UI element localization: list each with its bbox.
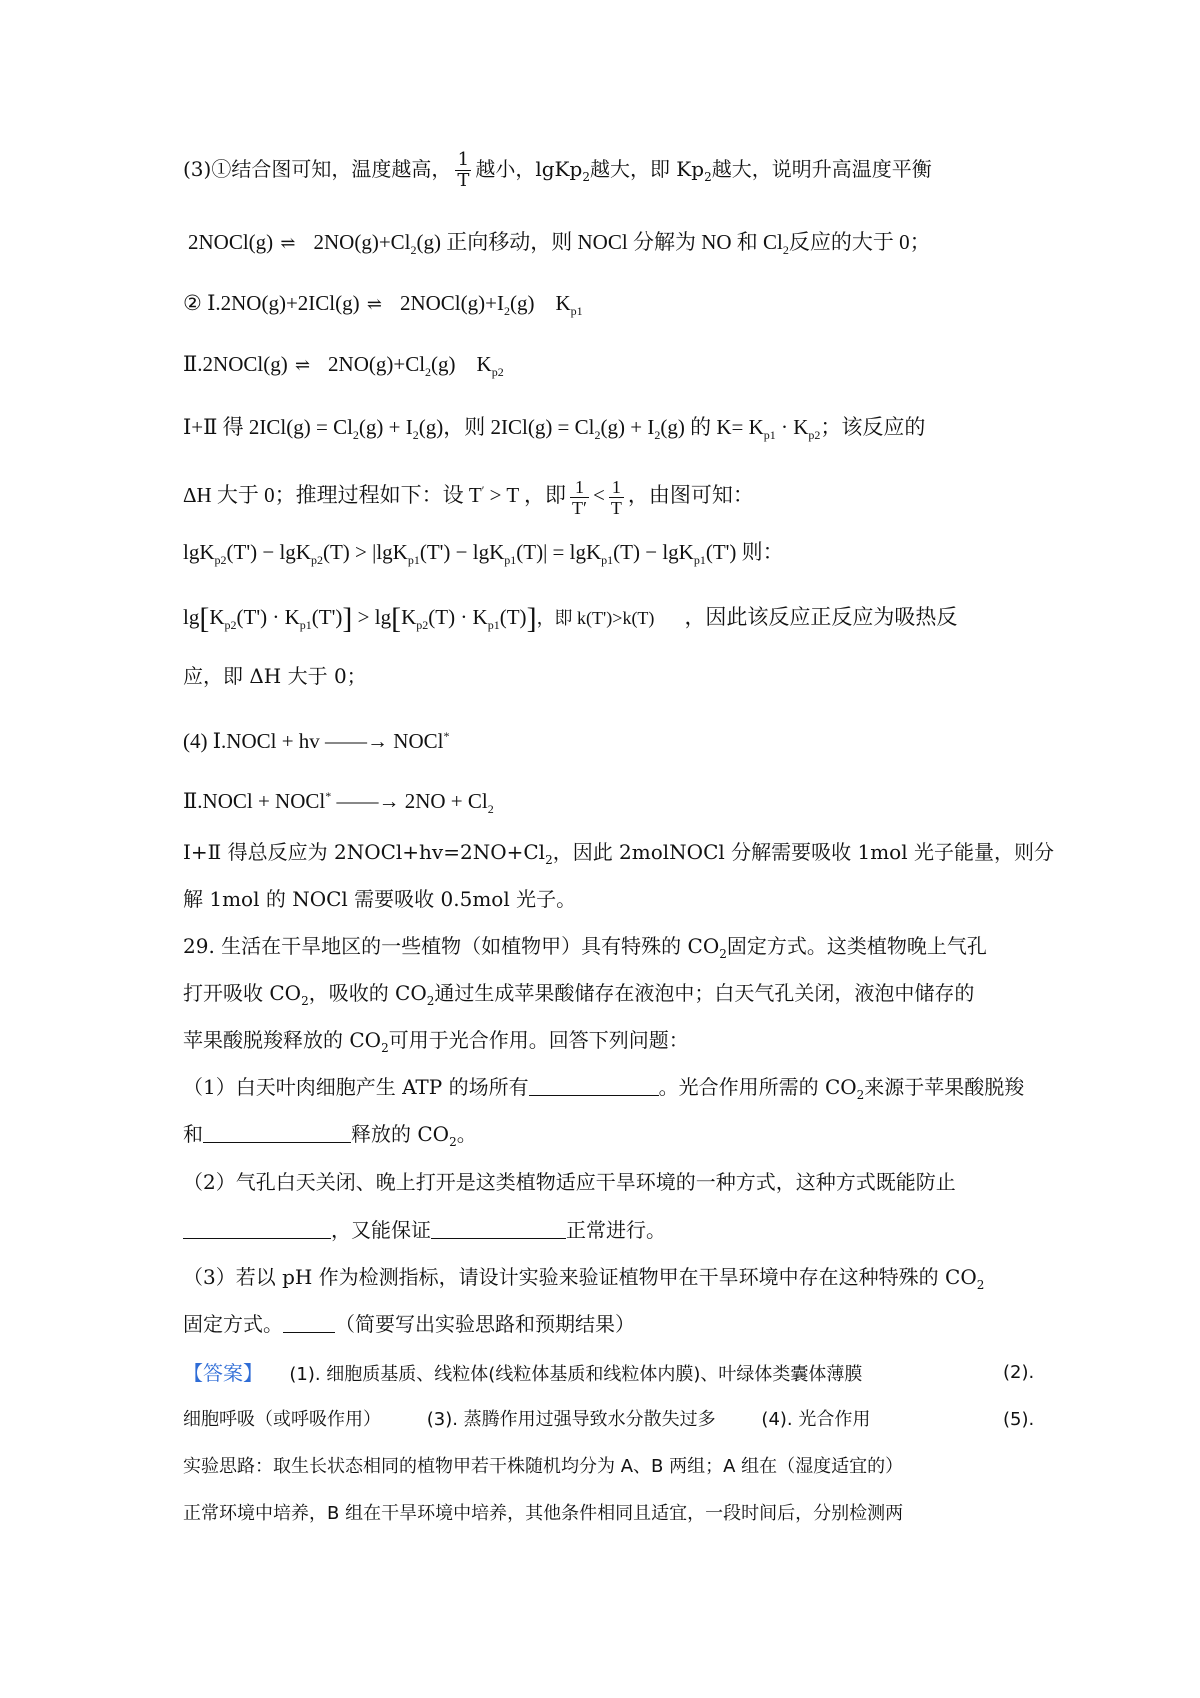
text-span: · K bbox=[775, 415, 809, 439]
text-line bbox=[183, 150, 932, 191]
subscript: 2 bbox=[449, 1135, 457, 1149]
subscript: 2 bbox=[352, 428, 359, 443]
text-span: (g) K bbox=[431, 352, 492, 376]
subscript: 2 bbox=[594, 428, 601, 443]
fraction-numerator: 1 bbox=[455, 150, 471, 171]
text-line bbox=[183, 885, 576, 913]
text-span: （2）气孔白天关闭、晚上打开是这类植物适应干旱环境的一种方式，这种方式既能防止 bbox=[183, 1170, 956, 1194]
equilibrium-arrow-icon: ⇌ bbox=[366, 294, 382, 314]
subscript: 2 bbox=[654, 428, 661, 443]
text-span: (4). 光合作用 bbox=[761, 1409, 871, 1430]
text-span: ② Ⅰ.2NO(g)+2ICl(g) bbox=[183, 291, 360, 315]
text-span: (T) bbox=[499, 605, 527, 629]
answer-blank-4[interactable] bbox=[431, 1216, 566, 1239]
text-span: (T') bbox=[311, 605, 343, 629]
subscript: 2 bbox=[856, 1088, 865, 1102]
subscript: p2 bbox=[416, 618, 429, 633]
text-span: 苹果酸脱羧释放的 CO bbox=[183, 1028, 382, 1052]
fraction-numerator: 1 bbox=[609, 477, 624, 498]
text-span: 2NOCl(g)+I bbox=[399, 291, 504, 315]
subscript: 2 bbox=[582, 170, 590, 184]
text-line bbox=[183, 538, 784, 574]
text-span: 2NO(g)+Cl bbox=[313, 230, 411, 254]
question-29-line bbox=[183, 979, 974, 1015]
text-span: ，即 k(T')>k(T) bbox=[536, 608, 655, 628]
text-span: 应，即 ΔH 大于 0； bbox=[183, 664, 367, 688]
text-span: ，吸收的 CO bbox=[308, 981, 427, 1005]
equilibrium-arrow-icon: ⇌ bbox=[280, 233, 296, 253]
subquestion-1 bbox=[183, 1073, 1024, 1109]
text-span: 反应的大于 0； bbox=[788, 230, 931, 254]
text-span: 和 bbox=[183, 1122, 203, 1146]
text-span: (2). bbox=[1003, 1362, 1035, 1383]
text-span: (1). 细胞质基质、线粒体(线粒体基质和线粒体内膜)、叶绿体类囊体薄膜 bbox=[289, 1364, 863, 1385]
text-span: ，因此该反应正反应为吸热反 bbox=[684, 605, 958, 629]
text-span: 打开吸收 CO bbox=[183, 981, 302, 1005]
text-span: (g) K bbox=[509, 291, 571, 315]
subscript: 2 bbox=[410, 243, 417, 258]
text-span: 解 1mol 的 NOCl 需要吸收 0.5mol 光子。 bbox=[183, 887, 577, 911]
subscript: p2 bbox=[224, 618, 237, 633]
text-span: (T') · K bbox=[236, 605, 300, 629]
subscript: p1 bbox=[763, 428, 776, 443]
subscript: p2 bbox=[491, 365, 504, 380]
text-span: > lg bbox=[352, 605, 392, 629]
subscript: p2 bbox=[808, 428, 821, 443]
text-span: （1）白天叶肉细胞产生 ATP 的场所有 bbox=[183, 1075, 529, 1099]
text-span: （简要写出实验思路和预期结果） bbox=[335, 1312, 635, 1336]
subscript: p2 bbox=[310, 553, 323, 568]
text-line bbox=[183, 476, 754, 518]
subquestion-3 bbox=[183, 1310, 635, 1338]
text-span: lgK bbox=[183, 540, 215, 564]
answer-line bbox=[183, 1406, 1035, 1434]
text-span: 可用于光合作用。回答下列问题： bbox=[388, 1028, 689, 1052]
less-than-sign: < bbox=[592, 483, 605, 507]
subscript: 2 bbox=[426, 994, 435, 1008]
text-line bbox=[183, 722, 449, 755]
text-span: (T) · K bbox=[428, 605, 488, 629]
subscript: p1 bbox=[299, 618, 312, 633]
text-span: (3). 蒸腾作用过强导致水分散失过多 bbox=[426, 1409, 716, 1430]
fraction-denominator: T bbox=[457, 170, 470, 191]
text-span: K bbox=[209, 605, 225, 629]
text-span: (T)| = lgK bbox=[516, 540, 602, 564]
subscript: 2 bbox=[425, 365, 432, 380]
answer-blank-5[interactable] bbox=[283, 1310, 335, 1333]
text-span: 越大，说明升高温度平衡 bbox=[711, 157, 932, 181]
text-span: (T) > |lgK bbox=[322, 540, 408, 564]
text-span: ——→ 2NO + Cl bbox=[331, 789, 488, 813]
equilibrium-arrow-icon: ⇌ bbox=[294, 355, 311, 375]
subscript: p1 bbox=[487, 618, 500, 633]
fraction-denominator: T′ bbox=[572, 497, 587, 518]
text-span: ΔH 大于 0；推理过程如下：设 T bbox=[183, 483, 482, 507]
text-span: (T') − lgK bbox=[419, 540, 505, 564]
text-span: (g) + I bbox=[600, 415, 655, 439]
subscript: 2 bbox=[545, 853, 553, 867]
text-span: (T') 则： bbox=[705, 540, 784, 564]
fraction-numerator: 1 bbox=[570, 477, 589, 498]
text-span: 来源于苹果酸脱羧 bbox=[864, 1075, 1025, 1099]
left-bracket: [ bbox=[391, 602, 402, 635]
text-span: 2NO(g)+Cl bbox=[328, 352, 426, 376]
text-span: 正常进行。 bbox=[566, 1218, 666, 1242]
subscript: p1 bbox=[407, 553, 420, 568]
text-span: 固定方式。 bbox=[183, 1312, 283, 1336]
fraction bbox=[455, 150, 471, 191]
superscript: * bbox=[443, 729, 450, 743]
text-span: ，由图可知： bbox=[627, 483, 754, 507]
answer-tag: 【答案】 bbox=[183, 1361, 263, 1385]
subscript: p1 bbox=[504, 553, 517, 568]
text-span: 正常环境中培养，B 组在干旱环境中培养，其他条件相同且适宜，一段时间后，分别检测两 bbox=[183, 1503, 904, 1524]
text-span: 越大，即 Kp bbox=[589, 157, 705, 181]
text-span: Ⅱ.2NOCl(g) bbox=[183, 352, 288, 376]
subscript: 2 bbox=[487, 802, 494, 817]
text-span: 越小，lgKp bbox=[475, 157, 583, 181]
superscript: * bbox=[325, 789, 332, 803]
fraction bbox=[570, 477, 589, 518]
text-span: (T) − lgK bbox=[613, 540, 694, 564]
right-bracket: ] bbox=[526, 602, 537, 635]
text-line bbox=[183, 413, 925, 449]
subscript: 2 bbox=[704, 170, 712, 184]
text-span: Ⅱ.NOCl + NOCl bbox=[183, 789, 326, 813]
text-span: K bbox=[401, 605, 417, 629]
text-span: 。光合作用所需的 CO bbox=[658, 1075, 857, 1099]
text-line bbox=[183, 289, 583, 325]
answer-line bbox=[183, 1500, 903, 1528]
text-span: 释放的 CO bbox=[351, 1122, 450, 1146]
subscript: 2 bbox=[503, 304, 510, 319]
text-span: (g) 的 K= K bbox=[660, 415, 764, 439]
text-line bbox=[188, 228, 931, 264]
fraction bbox=[609, 477, 624, 518]
question-29-line bbox=[183, 932, 987, 968]
text-span: (T') − lgK bbox=[226, 540, 311, 564]
text-span: (g)，则 2ICl(g) = Cl bbox=[418, 415, 595, 439]
text-span: Ⅰ+Ⅱ 得 2ICl(g) = Cl bbox=[183, 415, 353, 439]
subscript: 2 bbox=[381, 1041, 389, 1055]
subscript: 2 bbox=[412, 428, 419, 443]
text-line bbox=[183, 350, 504, 386]
text-span: (4) Ⅰ.NOCl + hv ——→ NOCl bbox=[183, 729, 444, 753]
answer-blank-2[interactable] bbox=[203, 1120, 351, 1143]
subscript: p2 bbox=[214, 553, 227, 568]
text-line bbox=[183, 782, 494, 823]
subscript: p1 bbox=[570, 304, 583, 319]
subscript: p1 bbox=[693, 553, 706, 568]
answer-line bbox=[183, 1453, 903, 1481]
text-span: （3）若以 pH 作为检测指标，请设计实验来验证植物甲在干旱环境中存在这种特殊的 CO bbox=[183, 1265, 977, 1289]
answer-blank-1[interactable] bbox=[529, 1073, 659, 1096]
left-bracket: [ bbox=[199, 602, 210, 635]
subquestion-3 bbox=[183, 1263, 984, 1299]
answer-line bbox=[183, 1359, 1035, 1389]
text-span: lg bbox=[183, 605, 200, 629]
text-span: 2NOCl(g) bbox=[188, 230, 274, 254]
subscript: 2 bbox=[719, 947, 727, 961]
prime-mark: ′ bbox=[481, 483, 485, 497]
subscript: p1 bbox=[601, 553, 614, 568]
text-span: > T ，即 bbox=[484, 483, 567, 507]
text-span: (5). bbox=[1003, 1409, 1035, 1430]
text-span: ，又能保证 bbox=[331, 1218, 431, 1242]
text-span: ，因此 2molNOCl 分解需要吸收 1mol 光子能量，则分 bbox=[552, 840, 1054, 864]
text-line bbox=[183, 603, 957, 639]
subscript: 2 bbox=[782, 243, 789, 258]
subquestion-2 bbox=[183, 1168, 956, 1196]
question-29-line bbox=[183, 1026, 689, 1062]
subquestion-1 bbox=[183, 1120, 477, 1156]
text-span: 实验思路：取生长状态相同的植物甲若干株随机均分为 A、B 两组；A 组在（湿度适宜的） bbox=[183, 1456, 904, 1477]
text-line bbox=[183, 662, 367, 690]
text-span: Ⅰ+Ⅱ 得总反应为 2NOCl+hv=2NO+Cl bbox=[183, 840, 546, 864]
text-span: 细胞呼吸（或呼吸作用） bbox=[183, 1409, 381, 1430]
text-span: (g) 正向移动，则 NOCl 分解为 NO 和 Cl bbox=[416, 230, 783, 254]
text-span: ；该反应的 bbox=[820, 415, 926, 439]
text-span: 固定方式。这类植物晚上气孔 bbox=[726, 934, 987, 958]
text-span: 通过生成苹果酸储存在液泡中；白天气孔关闭，液泡中储存的 bbox=[434, 981, 975, 1005]
text-line bbox=[183, 838, 1054, 874]
text-span: (3)①结合图可知，温度越高， bbox=[183, 157, 452, 181]
answer-blank-3[interactable] bbox=[183, 1216, 331, 1239]
text-span: 。 bbox=[456, 1122, 477, 1146]
subscript: 2 bbox=[976, 1278, 985, 1292]
right-bracket: ] bbox=[342, 602, 353, 635]
fraction-denominator: T bbox=[610, 497, 622, 518]
text-span: 29. 生活在干旱地区的一些植物（如植物甲）具有特殊的 CO bbox=[183, 934, 720, 958]
subquestion-2 bbox=[183, 1216, 666, 1244]
subscript: 2 bbox=[301, 994, 309, 1008]
text-span: (g) + I bbox=[358, 415, 413, 439]
